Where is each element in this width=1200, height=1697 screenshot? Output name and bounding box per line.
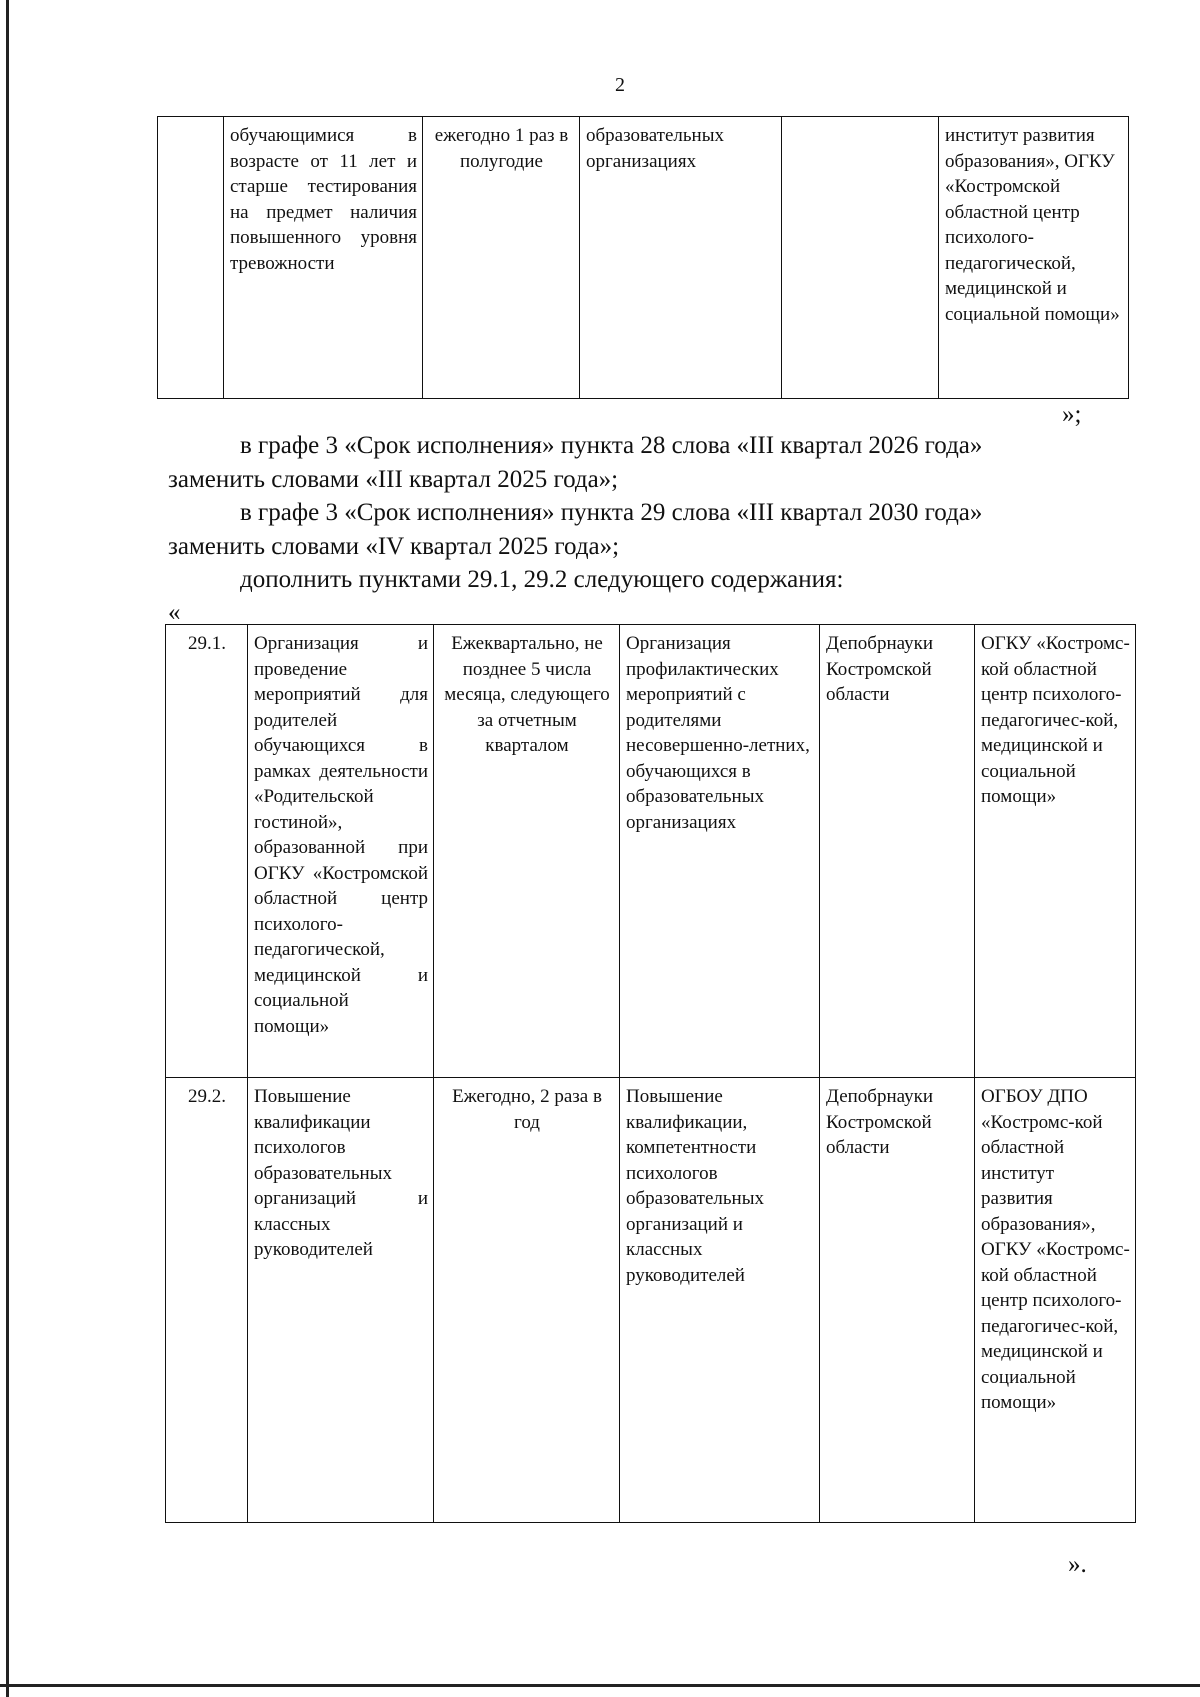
paragraph-2-line-2: заменить словами «IV квартал 2025 года»; (168, 533, 620, 560)
cell-num (158, 117, 224, 399)
cell-num: 29.2. (166, 1078, 248, 1523)
page-number: 2 (615, 74, 625, 96)
closing-quote-2: ». (1068, 1551, 1087, 1578)
cell-activity: Организация и проведение мероприятий для родителей обучающихся в рамках деятельности «Родительской гостиной», образованной при ОГКУ «Костромской областной центр психолого-педагогической, медицинской и социальной помощи» (248, 625, 434, 1078)
paragraph-3: дополнить пунктами 29.1, 29.2 следующего содержания: (240, 566, 844, 593)
cell-activity: обучающимися в возрасте от 11 лет и старше тестирования на предмет наличия повышенного уровня тревожности (224, 117, 423, 399)
cell-responsible: Депобрнауки Костромской области (820, 1078, 975, 1523)
cell-deadline: Ежеквартально, не позднее 5 числа месяца, следующего за отчетным кварталом (434, 625, 620, 1078)
table-row (158, 117, 1129, 399)
cell-responsible: Депобрнауки Костромской области (820, 625, 975, 1078)
paragraph-2-line-1: в графе 3 «Срок исполнения» пункта 29 слова «III квартал 2030 года» (240, 499, 983, 526)
cell-num: 29.1. (166, 625, 248, 1078)
scan-bottom-line (0, 1684, 1200, 1687)
table-row (166, 625, 1136, 1078)
scan-edge-line (6, 0, 9, 1697)
paragraph-1-line-1: в графе 3 «Срок исполнения» пункта 28 слова «III квартал 2026 года» (240, 432, 983, 459)
cell-result: Организация профилактических мероприятий с родителями несовершенно-летних, обучающихся в образовательных организациях (620, 625, 820, 1078)
new-items-table (165, 624, 1136, 1523)
table-row (166, 1078, 1136, 1523)
cell-deadline: ежегодно 1 раз в полугодие (423, 117, 580, 399)
paragraph-1-line-2: заменить словами «III квартал 2025 года»; (168, 466, 619, 493)
continuation-table (157, 116, 1129, 399)
cell-coexecutor: ОГБОУ ДПО «Костромс-кой областной институт развития образования», ОГКУ «Костромс-кой областной центр психолого-педагогичес-кой, медицинской и социальной помощи» (975, 1078, 1136, 1523)
cell-coexecutor: ОГКУ «Костромс-кой областной центр психолого-педагогичес-кой, медицинской и социальной помощи» (975, 625, 1136, 1078)
cell-activity: Повышение квалификации психологов образовательных организаций и классных руководителей (248, 1078, 434, 1523)
cell-result: образовательных организациях (580, 117, 782, 399)
closing-quote-1: »; (1062, 401, 1082, 428)
cell-responsible (782, 117, 939, 399)
cell-coexecutor: институт развития образования», ОГКУ «Костромской областной центр психолого-педагогической, медицинской и социальной помощи» (939, 117, 1129, 399)
cell-deadline: Ежегодно, 2 раза в год (434, 1078, 620, 1523)
opening-quote: « (168, 599, 181, 626)
cell-result: Повышение квалификации, компетентности психологов образовательных организаций и классных руководителей (620, 1078, 820, 1523)
